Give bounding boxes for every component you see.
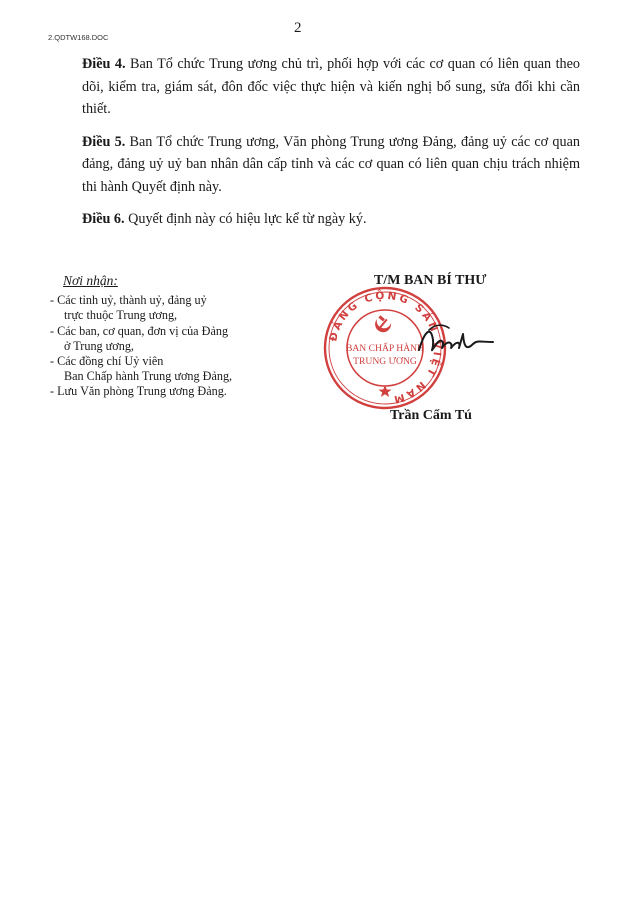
article-label: Điều 4. — [82, 56, 126, 72]
page-number: 2 — [294, 20, 302, 36]
seal-inner-line2: TRUNG ƯƠNG — [353, 356, 417, 367]
signing-authority-title: T/M BAN BÍ THƯ — [374, 273, 487, 288]
seal-inner-line1: BAN CHẤP HÀNH — [345, 343, 425, 354]
article-label: Điều 6. — [82, 211, 125, 227]
recipients-heading: Nơi nhận: — [63, 273, 118, 288]
signer-name: Trần Cẩm Tú — [390, 408, 472, 423]
article-text: Ban Tổ chức Trung ương, Văn phòng Trung ương Đảng, đảng uỷ các cơ quan đảng, đảng uỷ uỷ ban nhân dân cấp tỉnh và các cơ quan có liên quan chịu trách nhiệm thi hành Quyết định này. — [82, 133, 580, 195]
recipient-line: ở Trung ương, — [64, 338, 134, 353]
article-text: Ban Tổ chức Trung ương chủ trì, phối hợp với các cơ quan có liên quan theo dõi, kiểm tra, giám sát, đôn đốc việc thực hiện và kiến nghị bổ sung, sửa đổi khi cần thiết. — [82, 56, 581, 117]
signature-block — [320, 265, 580, 435]
handwritten-signature — [415, 320, 495, 365]
file-code: 2.QDTW168.DOC — [48, 33, 109, 42]
article-label: Điều 5. — [82, 133, 126, 150]
recipient-line: - Các ban, cơ quan, đơn vị của Đảng — [50, 323, 229, 338]
recipient-line: trực thuộc Trung ương, — [64, 308, 178, 323]
star-icon — [379, 385, 392, 397]
recipient-line: - Các đồng chí Uỷ viên — [50, 354, 164, 369]
recipient-line: Ban Chấp hành Trung ương Đảng, — [64, 369, 233, 384]
article-6 — [82, 208, 580, 231]
seal-outer-text: ĐẢNG CỘNG SẢN VIỆT NAM — [327, 289, 444, 406]
recipients-block — [50, 273, 290, 400]
article-text: Quyết định này có hiệu lực kể từ ngày ký. — [124, 211, 367, 227]
hammer-sickle-icon — [375, 315, 391, 332]
recipient-line: - Các tỉnh uỷ, thành uỷ, đảng uỷ — [50, 293, 207, 308]
article-5 — [82, 131, 580, 199]
recipient-line: - Lưu Văn phòng Trung ương Đảng. — [50, 384, 227, 399]
article-4 — [82, 53, 580, 121]
decision-articles — [82, 53, 580, 241]
